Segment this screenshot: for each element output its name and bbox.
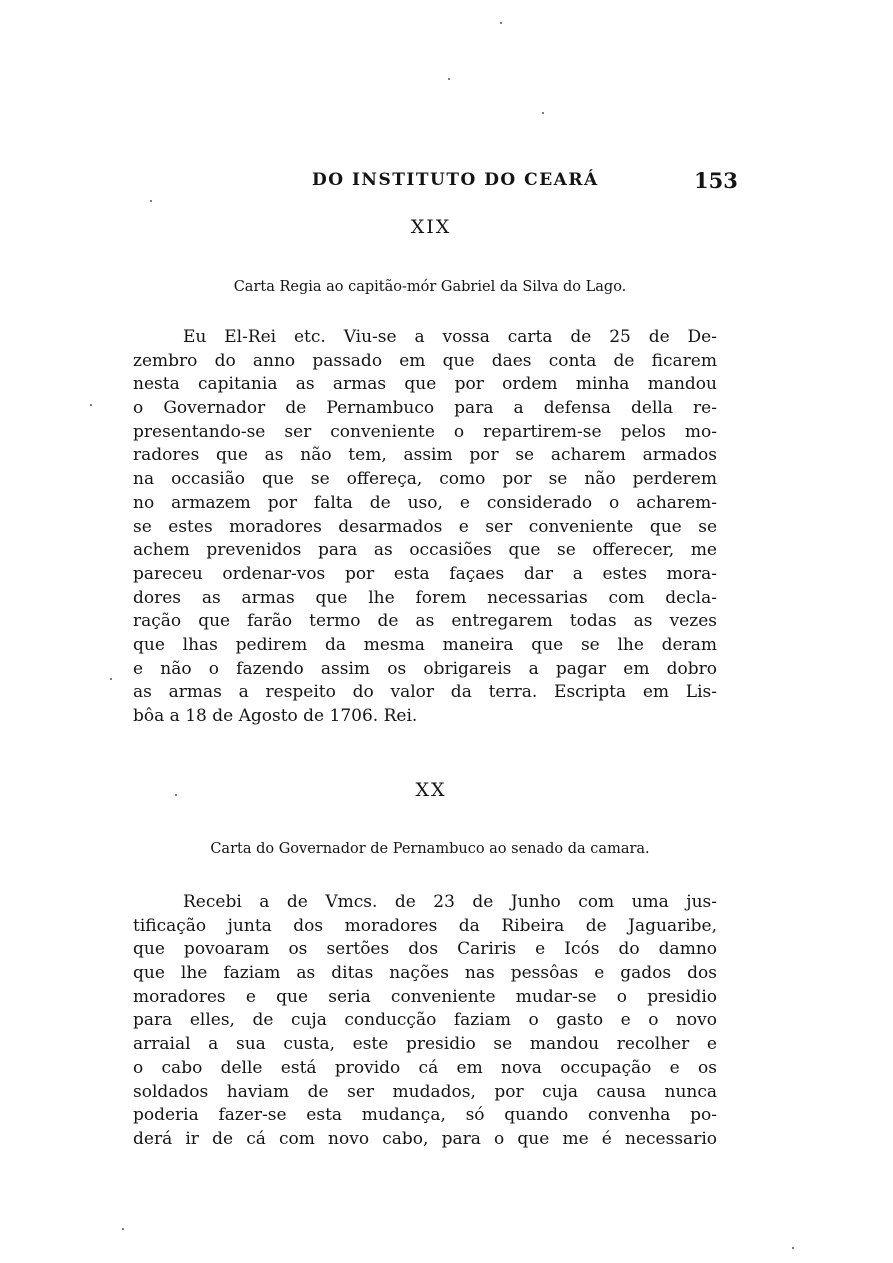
scan-speck xyxy=(500,22,502,24)
section-number: XX xyxy=(415,779,447,801)
text-line: moradores e que seria conveniente mudar-se o presidio xyxy=(133,986,717,1007)
text-line: as armas a respeito do valor da terra. Escripta em Lis- xyxy=(133,682,717,703)
text-line: dores as armas que lhe forem necessarias com decla- xyxy=(133,587,717,608)
text-line: que lhas pedirem da mesma maneira que se lhe deram xyxy=(133,634,717,655)
text-line: tificação junta dos moradores da Ribeira de Jaguaribe, xyxy=(133,915,717,936)
text-line: bôa a 18 de Agosto de 1706. Rei. xyxy=(133,706,418,726)
text-line: derá ir de cá com novo cabo, para o que me é necessario xyxy=(133,1128,717,1149)
text-line: se estes moradores desarmados e ser conveniente que se xyxy=(133,516,717,537)
text-line: que lhe faziam as ditas nações nas pessôas e gados dos xyxy=(133,963,717,984)
scan-speck xyxy=(175,794,177,796)
text-line: presentando-se ser conveniente o repartirem-se pelos mo- xyxy=(133,421,717,442)
scan-speck xyxy=(448,78,450,80)
section-title: Carta Regia ao capitão-mór Gabriel da Silva do Lago. xyxy=(233,279,627,295)
section-title: Carta do Governador de Pernambuco ao senado da camara. xyxy=(210,841,650,857)
running-title: DO INSTITUTO DO CEARÁ xyxy=(312,170,599,190)
scan-speck xyxy=(150,200,152,202)
text-line: nesta capitania as armas que por ordem minha mandou xyxy=(133,374,717,395)
section-body xyxy=(133,326,717,729)
text-line: achem prevenidos para as occasiões que se offerecer, me xyxy=(133,540,717,561)
scan-speck xyxy=(90,404,92,406)
text-line: Recebi a de Vmcs. de 23 de Junho com uma jus- xyxy=(183,892,717,912)
text-line: Eu El-Rei etc. Viu-se a vossa carta de 25 de De- xyxy=(183,327,717,347)
text-line: o Governador de Pernambuco para a defensa della re- xyxy=(133,398,717,419)
text-line: o cabo delle está provido cá em nova occupação e os xyxy=(133,1057,717,1078)
scan-speck xyxy=(110,678,112,680)
text-line: ração que farão termo de as entregarem todas as vezes xyxy=(133,611,717,632)
text-line: para elles, de cuja conducção faziam o gasto e o novo xyxy=(133,1010,717,1031)
text-line: que povoaram os sertões dos Cariris e Icós do damno xyxy=(133,939,717,960)
text-line: na occasião que se offereça, como por se não perderem xyxy=(133,469,717,490)
text-line: no armazem por falta de uso, e considerado o acharem- xyxy=(133,492,717,513)
text-line: soldados haviam de ser mudados, por cuja causa nunca xyxy=(133,1081,717,1102)
scan-speck xyxy=(542,112,544,114)
section-number: XIX xyxy=(410,216,452,238)
scan-speck xyxy=(792,1247,794,1249)
text-line: pareceu ordenar-vos por esta façaes dar a estes mora- xyxy=(133,563,717,584)
text-line: poderia fazer-se esta mudança, só quando convenha po- xyxy=(133,1105,717,1126)
running-head xyxy=(0,168,893,196)
text-line: zembro do anno passado em que daes conta de ficarem xyxy=(133,350,717,371)
text-line: e não o fazendo assim os obrigareis a pagar em dobro xyxy=(133,658,717,679)
page-number: 153 xyxy=(694,168,738,193)
section-body xyxy=(133,891,717,1152)
text-line: radores que as não tem, assim por se acharem armados xyxy=(133,445,717,466)
text-line: arraial a sua custa, este presidio se mandou recolher e xyxy=(133,1034,717,1055)
scan-speck xyxy=(122,1228,124,1230)
